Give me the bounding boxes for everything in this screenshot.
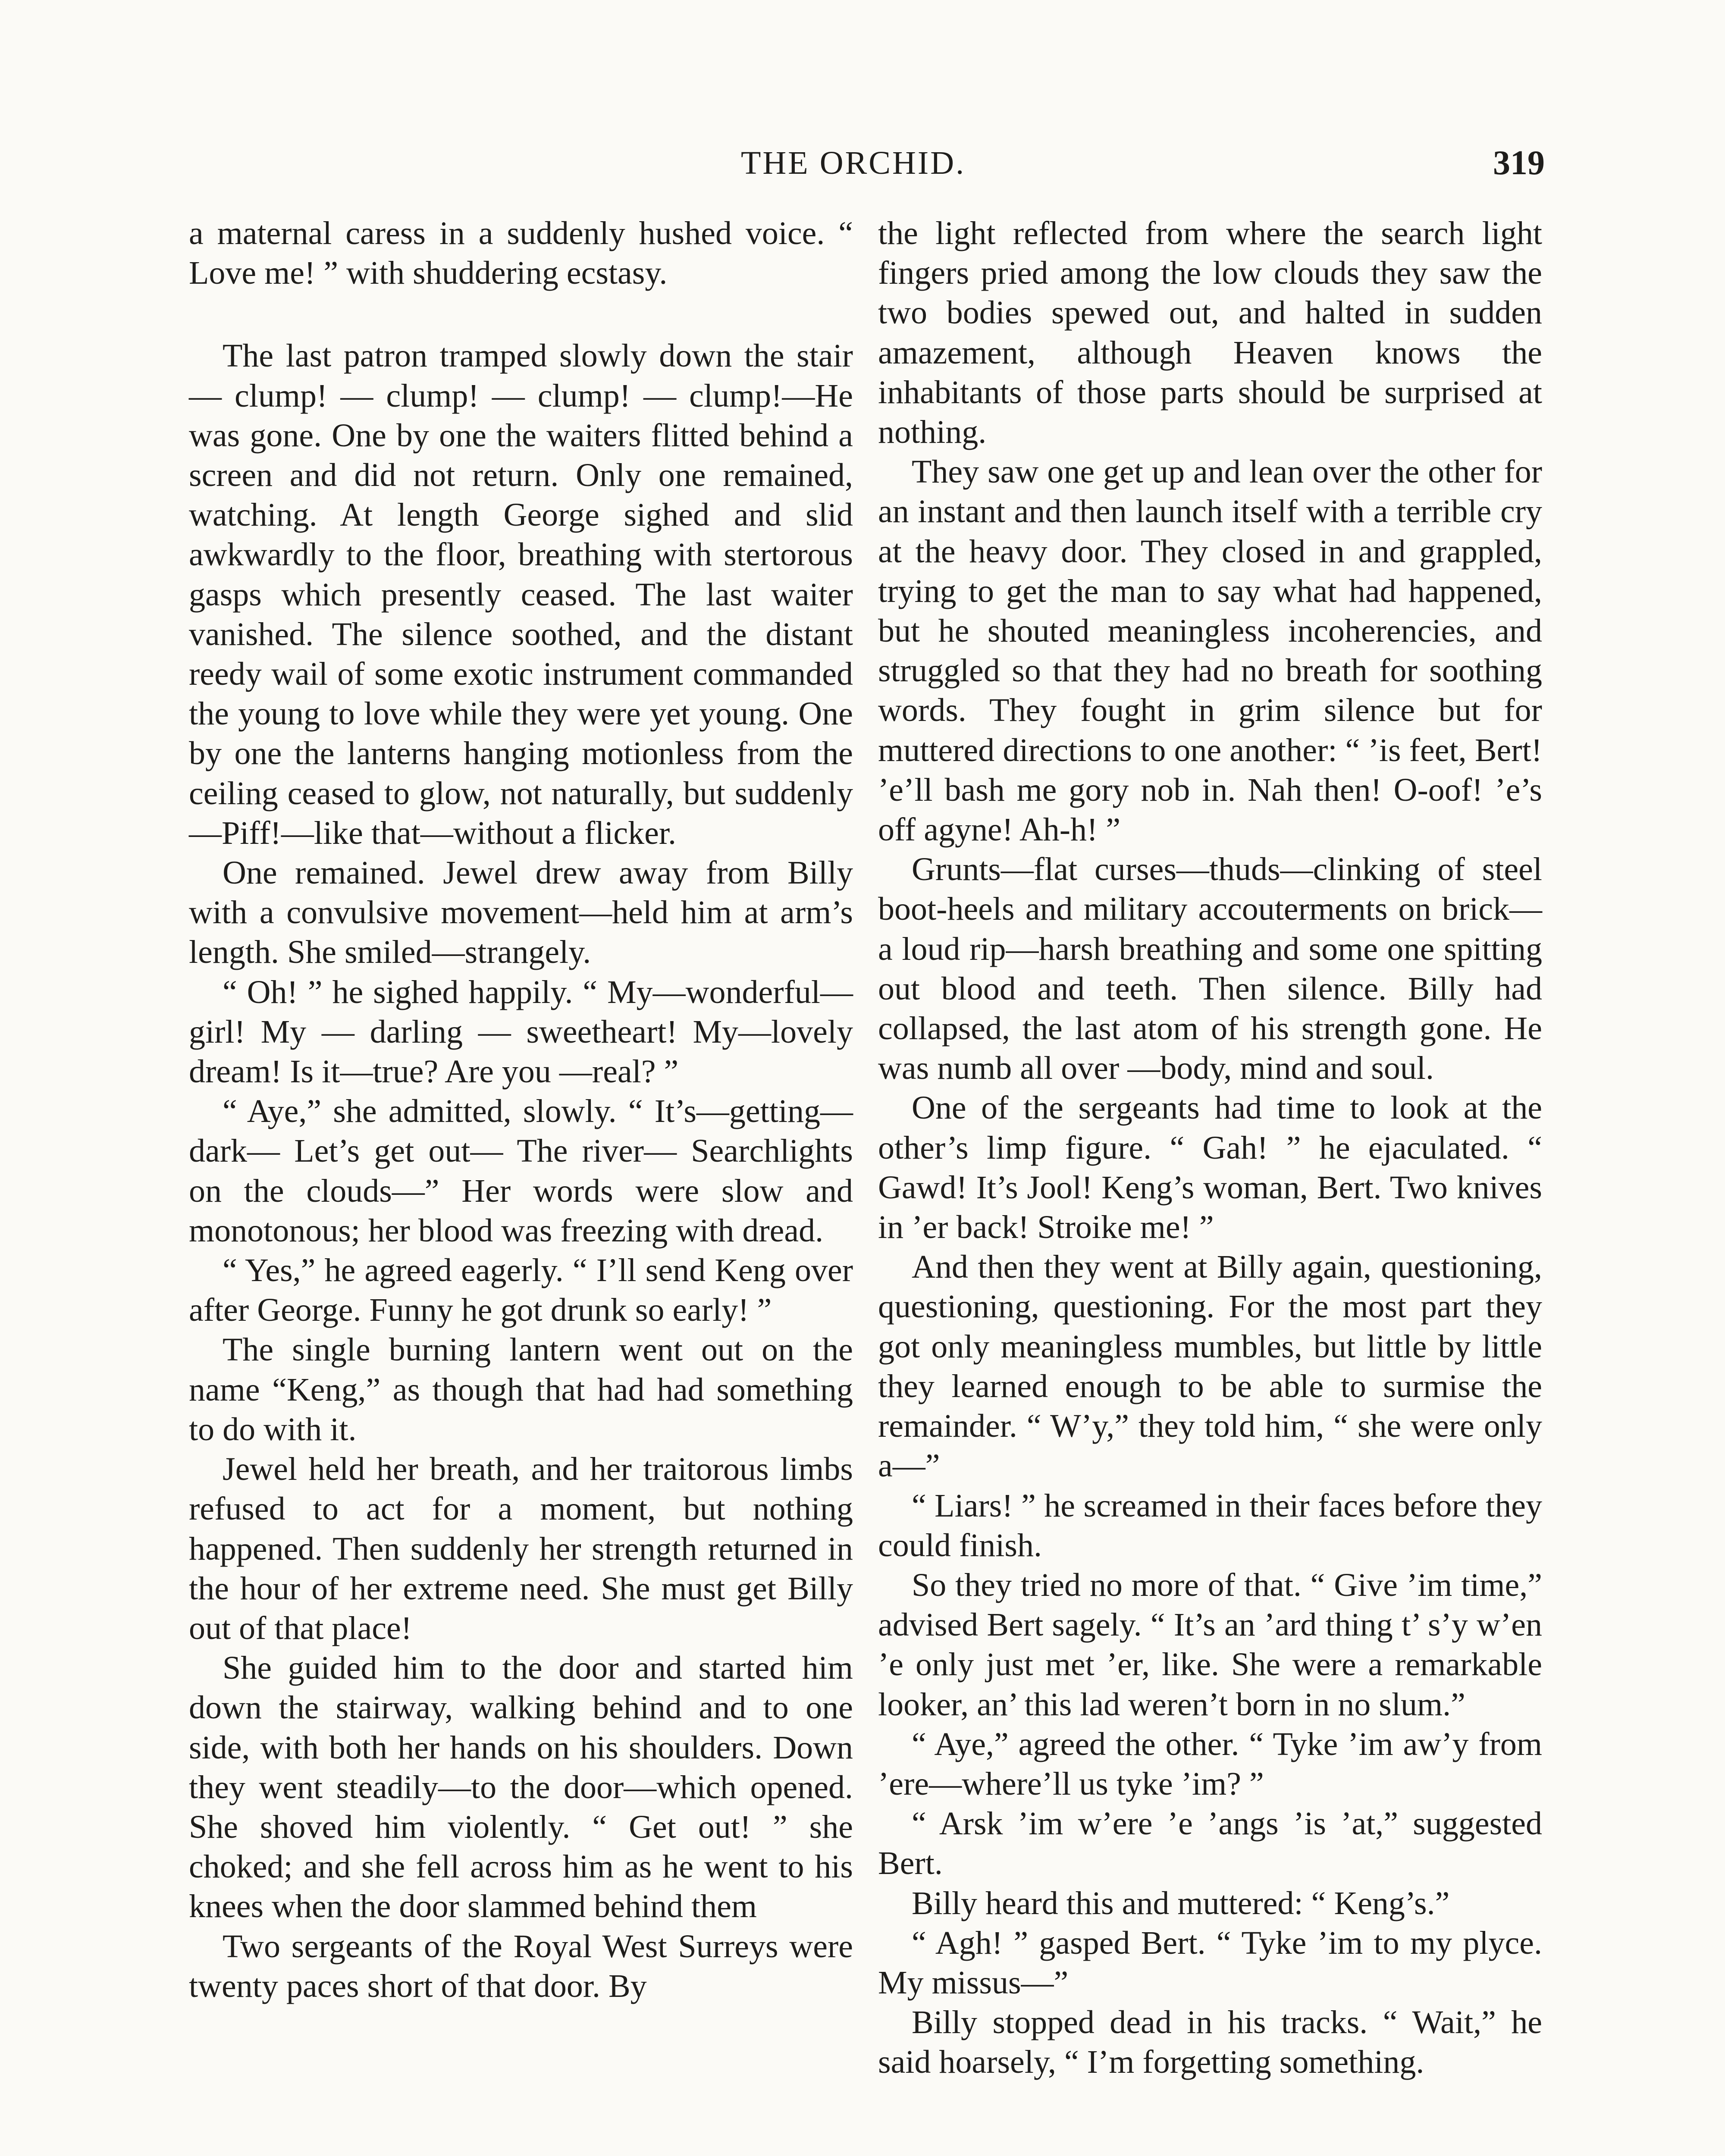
paragraph: Billy stopped dead in his tracks. “ Wait,” he said hoarsely, “ I’m forgetting something. [878,2004,1542,2081]
paragraph: “ Aye,” agreed the other. “ Tyke ’im aw’y from ’ere—where’ll us tyke ’im? ” [878,1726,1542,1802]
right-column [878,213,1542,2082]
paragraph: “ Liars! ” he screamed in their faces before they could finish. [878,1487,1542,1564]
paragraph: the light reflected from where the search light fingers pried among the low clouds they saw the two bodies spewed out, and halted in sudden amazement, although Heaven knows the inhabitants of those parts should be surprised at nothing. [878,215,1542,451]
paragraph: Two sergeants of the Royal West Surreys were twenty paces short of that door. By [189,1928,853,2004]
paragraph: “ Oh! ” he sighed happily. “ My—wonderful—girl! My — darling — sweetheart! My—lovely dream! Is it—true? Are you —real? ” [189,974,853,1090]
paragraph: “ Arsk ’im w’ere ’e ’angs ’is ’at,” suggested Bert. [878,1805,1542,1882]
paragraph: Grunts—flat curses—thuds—clinking of steel boot-heels and military accouterments on brick—a loud rip—harsh breathing and some one spitting out blood and teeth. Then silence. Billy had collapsed, the last atom of his strength gone. He was numb all over —body, mind and soul. [878,851,1542,1087]
paragraph: The single burning lantern went out on the name “Keng,” as though that had had something to do with it. [189,1332,853,1448]
paragraph: Billy heard this and muttered: “ Keng’s.” [912,1885,1450,1921]
running-head: THE ORCHID. [741,145,966,181]
paragraph: “ Agh! ” gasped Bert. “ Tyke ’im to my plyce. My missus—” [878,1924,1542,2001]
paragraph: She guided him to the door and started him down the stairway, walking behind and to one side, with both her hands on his shoulders. Down they went steadily—to the door—which opened. She shoved him violently. “ Get out! ” she choked; and she fell across him as he went to his knees when the door slammed behind them [189,1650,853,1925]
paragraph: a maternal caress in a suddenly hushed voice. “ Love me! ” with shuddering ecstasy. [189,215,853,291]
paragraph: So they tried no more of that. “ Give ’im time,” advised Bert sagely. “ It’s an ’ard thing t’ s’y w’en ’e only just met ’er, like. She were a remarkable looker, an’ this lad weren’t born in no slum.” [878,1567,1542,1723]
paragraph: They saw one get up and lean over the other for an instant and then launch itself with a terrible cry at the heavy door. They closed in and grappled, trying to get the man to say what had happened, but he shouted meaningless incoherencies, and struggled so that they had no breath for soothing words. They fought in grim silence but for muttered directions to one another: “ ’is feet, Bert! ’e’ll bash me gory nob in. Nah then! O-oof! ’e’s off agyne! Ah-h! ” [878,454,1542,848]
paragraph: One of the sergeants had time to look at the other’s limp figure. “ Gah! ” he ejaculated. “ Gawd! It’s Jool! Keng’s woman, Bert. Two knives in ’er back! Stroike me! ” [878,1090,1542,1246]
paragraph: “ Yes,” he agreed eagerly. “ I’ll send Keng over after George. Funny he got drunk so early! ” [189,1252,853,1329]
left-column [189,213,853,2006]
paragraph: The last patron tramped slowly down the stair — clump! — clump! — clump! — clump!—He was gone. One by one the waiters flitted behind a screen and did not return. Only one remained, watching. At length George sighed and slid awkwardly to the floor, breathing with stertorous gasps which presently ceased. The last waiter vanished. The silence soothed, and the distant reedy wail of some exotic instrument commanded the young to love while they were yet young. One by one the lanterns hanging motionless from the ceiling ceased to glow, not naturally, but suddenly—Piff!—like that—without a flicker. [189,338,853,851]
paragraph: And then they went at Billy again, questioning, questioning, questioning. For the most part they got only meaningless mumbles, but little by little they learned enough to be able to surmise the remainder. “ W’y,” they told him, “ she were only a—” [878,1249,1542,1484]
paragraph: One remained. Jewel drew away from Billy with a convulsive movement—held him at arm’s length. She smiled—strangely. [189,855,853,971]
page-header [0,137,1725,189]
page-number: 319 [1493,144,1545,182]
paragraph: “ Aye,” she admitted, slowly. “ It’s—getting—dark— Let’s get out— The river— Searchlights on the clouds—” Her words were slow and monotonous; her blood was freezing with dread. [189,1093,853,1249]
paragraph: Jewel held her breath, and her traitorous limbs refused to act for a moment, but nothing happened. Then suddenly her strength returned in the hour of her extreme need. She must get Billy out of that place! [189,1451,853,1646]
